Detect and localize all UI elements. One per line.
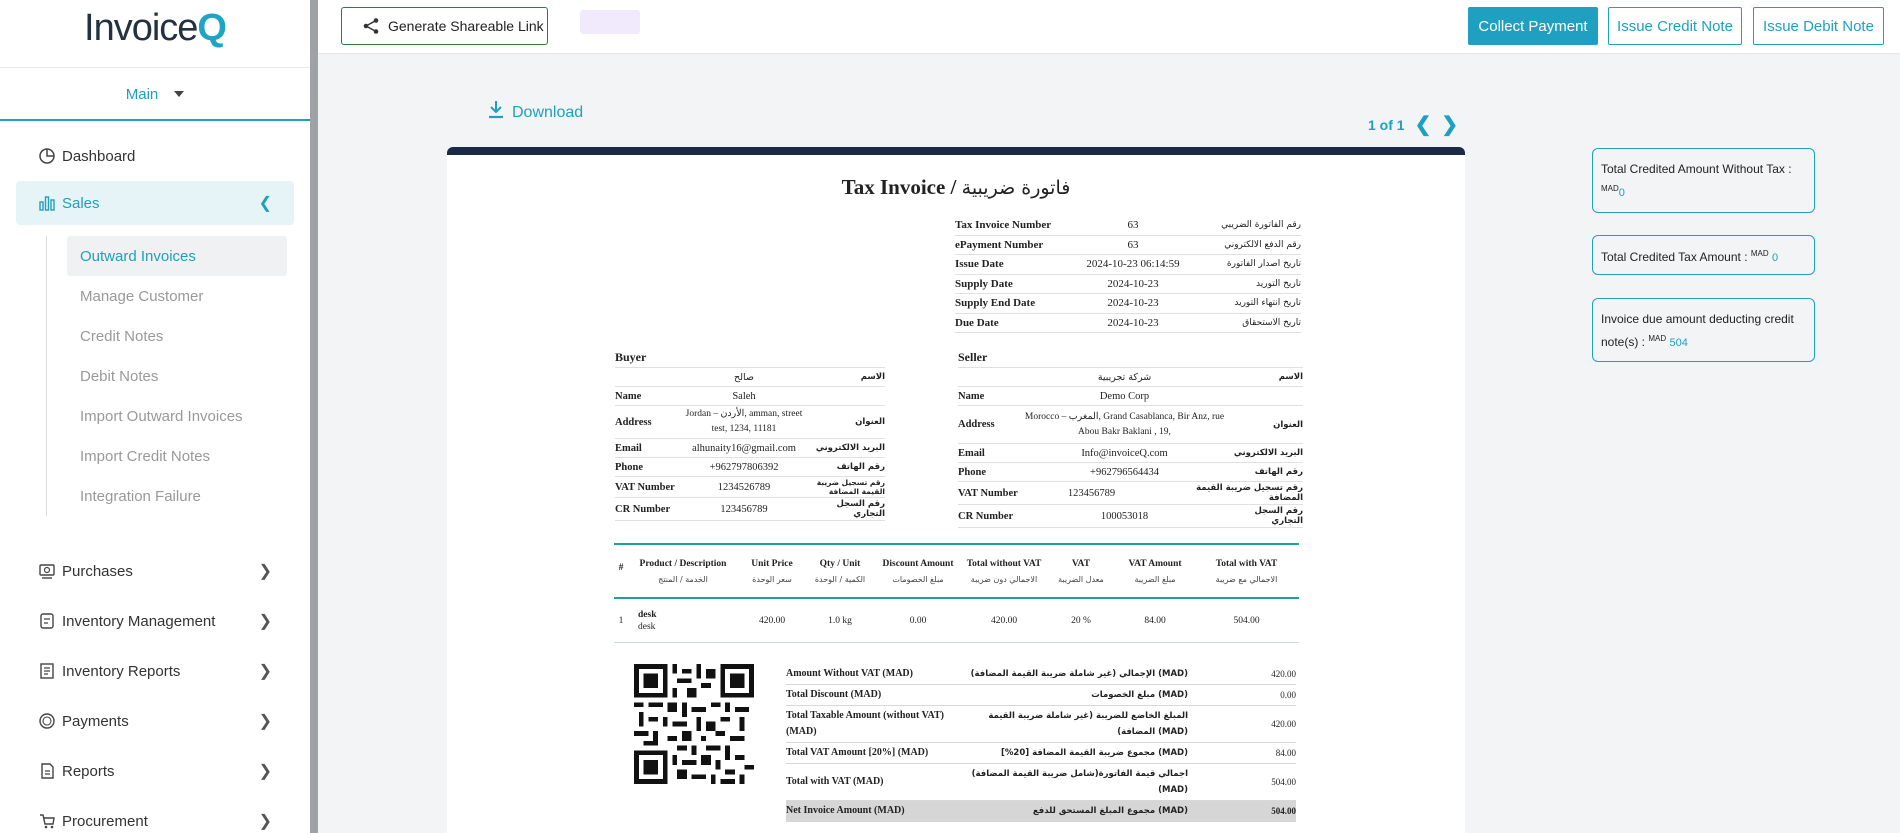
purchases-icon [36, 560, 58, 582]
invoice-meta-table [955, 216, 1301, 333]
totals-value: 84.00 [1275, 748, 1296, 758]
buyer-key: CR Number [615, 503, 671, 515]
chevron-left-icon: ❮ [258, 195, 272, 212]
seller-row [958, 505, 1303, 528]
sidebar-item-inventory-management[interactable] [16, 599, 294, 643]
totals-key-ar: الإجمالي (غير شاملة ضريبة القيمة المضافة) (MAD) [970, 669, 1188, 679]
seller-key: Address [958, 419, 995, 430]
buyer-value: صالح [734, 371, 754, 383]
pager [1368, 112, 1458, 137]
meta-key-ar: تاريخ انتهاء التوريد [1234, 298, 1301, 309]
sidebar-item-label: Inventory Management [62, 612, 216, 630]
totals-value: 504.00 [1271, 806, 1296, 816]
cell-product-desc: desk [638, 621, 656, 632]
download-icon [488, 100, 504, 120]
totals-key: Net Invoice Amount (MAD) [786, 805, 905, 816]
col-header [628, 545, 738, 597]
totals-key: Total Taxable Amount (without VAT) (MAD) [786, 710, 945, 737]
totals-value: 420.00 [1271, 669, 1296, 679]
seller-key-ar: البريد الالكتروني [1233, 448, 1303, 458]
prev-page-icon[interactable]: ❮ [1414, 114, 1432, 136]
seller-value: Demo Corp [1099, 390, 1150, 402]
totals-row-net [786, 801, 1296, 822]
sidebar-item-label: Procurement [62, 812, 148, 830]
cell-vat: 20 % [1071, 615, 1091, 626]
card-label: Invoice due amount deducting credit note(s) : [1601, 312, 1794, 349]
meta-row [955, 314, 1301, 334]
col-header-ar: سعر الوحدة [752, 574, 792, 584]
buyer-value: 123456789 [720, 503, 768, 515]
card-value: 0 [1618, 187, 1625, 199]
meta-key: Issue Date [955, 258, 1004, 271]
seller-key-ar: رقم السجل التجاري [1254, 506, 1303, 526]
logo-main-text: Invoice [84, 7, 198, 49]
seller-row [958, 387, 1303, 406]
card-value: 0 [1772, 252, 1779, 264]
pager-label: 1 of 1 [1368, 116, 1405, 133]
seller-key: Name [958, 390, 985, 402]
cell-num: 1 [618, 615, 624, 626]
cell-total-w-vat: 504.00 [1233, 615, 1260, 626]
line-items-table [614, 543, 1299, 643]
app-logo[interactable] [0, 0, 310, 68]
invoice-title [447, 175, 1465, 200]
submenu-import-outward-invoices[interactable]: Import Outward Invoices [80, 407, 243, 425]
buyer-row [615, 368, 885, 387]
chevron-right-icon: ❯ [258, 813, 272, 830]
totals-key-ar: مجموع ضريبة القيمة المضافة [20%] (MAD) [1001, 748, 1188, 758]
submenu-credit-notes[interactable]: Credit Notes [80, 327, 164, 345]
totals-key-ar: مجموع المبلغ المستحق للدفع (MAD) [1032, 806, 1188, 816]
bar-chart-icon [36, 192, 58, 214]
seller-row [958, 482, 1303, 505]
chevron-right-icon: ❯ [258, 713, 272, 730]
meta-key-ar: تاريخ الاستحقاق [1242, 317, 1301, 328]
totals-row [786, 764, 1296, 801]
next-page-icon[interactable]: ❯ [1441, 114, 1459, 136]
card-value: 504 [1669, 337, 1688, 349]
issue-credit-note-button[interactable]: Issue Credit Note [1608, 7, 1742, 45]
sidebar-item-label: Inventory Reports [62, 662, 181, 680]
card-label: Total Credited Tax Amount : [1601, 250, 1748, 264]
col-header-en: Product / Description [639, 558, 727, 569]
totals-key: Total Discount (MAD) [786, 689, 882, 700]
buyer-row [615, 439, 885, 458]
seller-key: VAT Number [958, 487, 1018, 499]
totals-value: 504.00 [1271, 777, 1296, 787]
buyer-key: Address [615, 416, 652, 428]
meta-value: 2024-10-23 [1107, 277, 1159, 290]
credited-tax-card [1592, 235, 1815, 275]
logo-q-text: Q [197, 7, 226, 49]
buyer-key-ar: العنوان [855, 417, 885, 427]
cell-total-wo-vat: 420.00 [990, 615, 1018, 626]
invoice-title-ar: فاتورة ضريبية [961, 177, 1071, 199]
workspace-select[interactable] [0, 69, 310, 121]
report-icon [36, 760, 58, 782]
col-header-en: Qty / Unit [819, 558, 861, 569]
submenu-integration-failure[interactable]: Integration Failure [80, 487, 201, 505]
col-header [614, 545, 628, 597]
totals-key-ar: المبلغ الخاضع للضريبة (غير شاملة ضريبة القيمة المضافة) (MAD) [988, 711, 1188, 737]
totals-key-ar: اجمالي قيمة الفاتورة(شامل ضريبة القيمة المضافة) (MAD) [971, 769, 1188, 795]
sidebar-item-sales[interactable] [16, 181, 294, 225]
col-header-ar: مبلغ الضريبة [1134, 574, 1176, 584]
credited-amount-card [1592, 148, 1815, 213]
totals-value: 420.00 [1271, 719, 1296, 729]
inventory-icon [36, 610, 58, 632]
sidebar-item-purchases[interactable] [16, 549, 294, 593]
invoice-title-en: Tax Invoice / [841, 175, 957, 199]
buyer-row [615, 477, 885, 498]
buyer-row [615, 458, 885, 477]
col-header-ar: الخدمة / المنتج [658, 574, 708, 584]
seller-key-ar: الاسم [1278, 372, 1303, 382]
meta-key: ePayment Number [955, 238, 1044, 251]
sidebar-item-label: Payments [62, 712, 129, 730]
buyer-heading: Buyer [615, 348, 885, 368]
cell-qty: 1.0 kg [828, 615, 852, 626]
coin-icon [36, 710, 58, 732]
sidebar-item-procurement[interactable] [16, 799, 294, 833]
meta-row [955, 216, 1301, 236]
seller-section [958, 348, 1303, 528]
sidebar-item-reports[interactable] [16, 749, 294, 793]
buyer-key-ar: رقم الهاتف [836, 462, 885, 472]
sidebar-scrollbar[interactable] [310, 0, 318, 833]
sidebar-item-inventory-reports[interactable] [16, 649, 294, 693]
totals-key-ar: مبلغ الخصومات (MAD) [1091, 690, 1188, 700]
meta-key-ar: تاريخ التوريد [1256, 278, 1301, 289]
col-header [806, 545, 874, 597]
meta-key: Supply Date [955, 277, 1013, 290]
col-header [874, 545, 962, 597]
seller-value: شركة تجريبية [1097, 371, 1152, 383]
col-header-en: Total with VAT [1215, 558, 1278, 569]
totals-row [786, 743, 1296, 764]
sidebar-item-dashboard[interactable] [16, 134, 294, 178]
buyer-row [615, 406, 885, 439]
chevron-right-icon: ❯ [258, 763, 272, 780]
card-currency: MAD [1601, 184, 1619, 193]
meta-row [955, 294, 1301, 314]
cell-product-name: desk [638, 609, 657, 620]
sales-submenu [46, 236, 286, 516]
submenu-outward-invoices[interactable]: Outward Invoices [67, 236, 287, 276]
meta-value: 2024-10-23 [1107, 297, 1159, 310]
seller-value: 123456789 [1067, 487, 1116, 499]
buyer-value: alhunaity16@gmail.com [692, 442, 796, 454]
download-label: Download [512, 104, 584, 121]
col-header-en: # [618, 563, 624, 573]
col-header [1194, 545, 1299, 597]
download-link[interactable] [488, 98, 583, 122]
meta-value: 63 [1127, 238, 1139, 251]
seller-key-ar: رقم الهاتف [1254, 467, 1303, 477]
buyer-key-ar: الاسم [860, 372, 885, 382]
meta-value: 63 [1127, 219, 1139, 232]
seller-key-ar: العنوان [1273, 419, 1303, 430]
collect-payment-button[interactable]: Collect Payment [1468, 7, 1598, 45]
meta-row [955, 236, 1301, 256]
totals-table [786, 664, 1296, 822]
seller-key: Email [958, 447, 985, 459]
buyer-key: VAT Number [615, 481, 675, 493]
invoice-document [447, 147, 1465, 833]
totals-key: Total with VAT (MAD) [786, 776, 884, 787]
chevron-right-icon: ❯ [258, 613, 272, 630]
totals-value: 0.00 [1280, 690, 1296, 700]
col-header-en: Unit Price [751, 558, 793, 569]
totals-key: Total VAT Amount [20%] (MAD) [786, 747, 929, 758]
col-header-en: Discount Amount [882, 558, 954, 569]
cell-vat-amount: 84.00 [1144, 615, 1166, 626]
sidebar-item-payments[interactable] [16, 699, 294, 743]
chevron-right-icon: ❯ [258, 663, 272, 680]
card-currency: MAD [1648, 334, 1667, 343]
buyer-key-ar: رقم تسجيل ضريبة القيمة المضافة [816, 478, 885, 496]
seller-row [958, 368, 1303, 387]
seller-key-ar: رقم تسجيل ضريبة القيمة المضافة [1196, 483, 1303, 503]
meta-value: 2024-10-23 06:14:59 [1086, 258, 1180, 271]
meta-key-ar: رقم الدفع الالكتروني [1224, 239, 1301, 250]
submenu-import-credit-notes[interactable]: Import Credit Notes [80, 447, 211, 465]
buyer-value: Saleh [732, 390, 756, 402]
sidebar [0, 0, 310, 833]
share-icon [362, 17, 380, 35]
seller-heading: Seller [958, 348, 1303, 368]
sidebar-item-label: Reports [62, 762, 115, 780]
seller-value: +962796564434 [1090, 466, 1159, 478]
card-currency: MAD [1750, 249, 1769, 258]
col-header-en: VAT Amount [1128, 558, 1182, 569]
col-header [962, 545, 1046, 597]
buyer-value: 1234526789 [717, 481, 771, 493]
workspace-select-label: Main [125, 85, 159, 103]
seller-value: Morocco – المغرب, Grand Casablanca, Bir Anz, rue Abou Bakr Baklani , 19, [1024, 411, 1225, 437]
totals-key: Amount Without VAT (MAD) [786, 668, 913, 679]
meta-key: Supply End Date [955, 297, 1036, 310]
chevron-right-icon: ❯ [258, 563, 272, 580]
submenu-manage-customer[interactable]: Manage Customer [80, 287, 204, 305]
meta-key: Tax Invoice Number [955, 219, 1052, 232]
seller-row [958, 406, 1303, 444]
meta-value: 2024-10-23 [1107, 316, 1159, 329]
col-header-ar: الاجمالي مع ضريبة [1215, 574, 1278, 584]
cell-unit-price: 420.00 [758, 615, 786, 626]
meta-row [955, 275, 1301, 295]
totals-row [786, 685, 1296, 706]
top-toolbar [318, 0, 1900, 54]
reports-list-icon [36, 660, 58, 682]
buyer-key: Phone [615, 461, 644, 473]
buyer-key-ar: البريد الالكتروني [815, 443, 885, 453]
seller-value: Info@invoiceQ.com [1081, 447, 1168, 459]
buyer-section [615, 348, 885, 521]
buyer-key: Email [615, 442, 642, 454]
share-button-label: Generate Shareable Link [388, 18, 544, 34]
qr-code-image [634, 664, 754, 784]
cell-discount: 0.00 [909, 615, 927, 626]
card-label: Total Credited Amount Without Tax : [1601, 162, 1792, 176]
placeholder-chip [580, 10, 640, 34]
col-header-ar: معدل الضريبة [1058, 574, 1104, 584]
col-header [1116, 545, 1194, 597]
buyer-value: Jordan – الأردن, amman, street test, 1234, 11181 [685, 409, 803, 434]
totals-row [786, 664, 1296, 685]
issue-debit-note-button[interactable]: Issue Debit Note [1753, 7, 1884, 45]
submenu-debit-notes[interactable]: Debit Notes [80, 367, 159, 385]
seller-row [958, 444, 1303, 463]
pie-chart-icon [36, 145, 58, 167]
buyer-key: Name [615, 390, 642, 402]
seller-key: CR Number [958, 510, 1014, 522]
buyer-row [615, 498, 885, 521]
procurement-icon [36, 810, 58, 832]
sidebar-item-label: Dashboard [62, 147, 136, 165]
col-header [1046, 545, 1116, 597]
due-amount-card [1592, 298, 1815, 362]
table-row [614, 599, 1299, 643]
totals-row [786, 706, 1296, 743]
cell-product [628, 609, 738, 633]
seller-row [958, 463, 1303, 482]
col-header-en: Total without VAT [966, 558, 1042, 569]
buyer-row [615, 387, 885, 406]
line-items-header [614, 545, 1299, 599]
buyer-value: +962797806392 [709, 461, 779, 473]
seller-value: 100053018 [1100, 510, 1149, 522]
sidebar-item-label: Purchases [62, 562, 133, 580]
col-header-en: VAT [1071, 558, 1091, 569]
col-header-ar: الكمية / الوحدة [814, 574, 866, 584]
sidebar-item-label: Sales [62, 194, 100, 212]
meta-key-ar: رقم الفاتورة الضريبي [1221, 220, 1301, 231]
col-header-ar: مبلغ الخصومات [892, 574, 944, 584]
generate-shareable-link-button[interactable] [341, 7, 548, 45]
caret-down-icon [174, 91, 184, 97]
seller-key: Phone [958, 466, 987, 478]
meta-row [955, 255, 1301, 275]
meta-key-ar: تاريخ اصدار الفاتورة [1226, 259, 1301, 270]
meta-key: Due Date [955, 316, 999, 329]
col-header [738, 545, 806, 597]
buyer-key-ar: رقم السجل التجاري [836, 499, 885, 519]
col-header-ar: الاجمالي دون ضريبة [970, 574, 1038, 584]
